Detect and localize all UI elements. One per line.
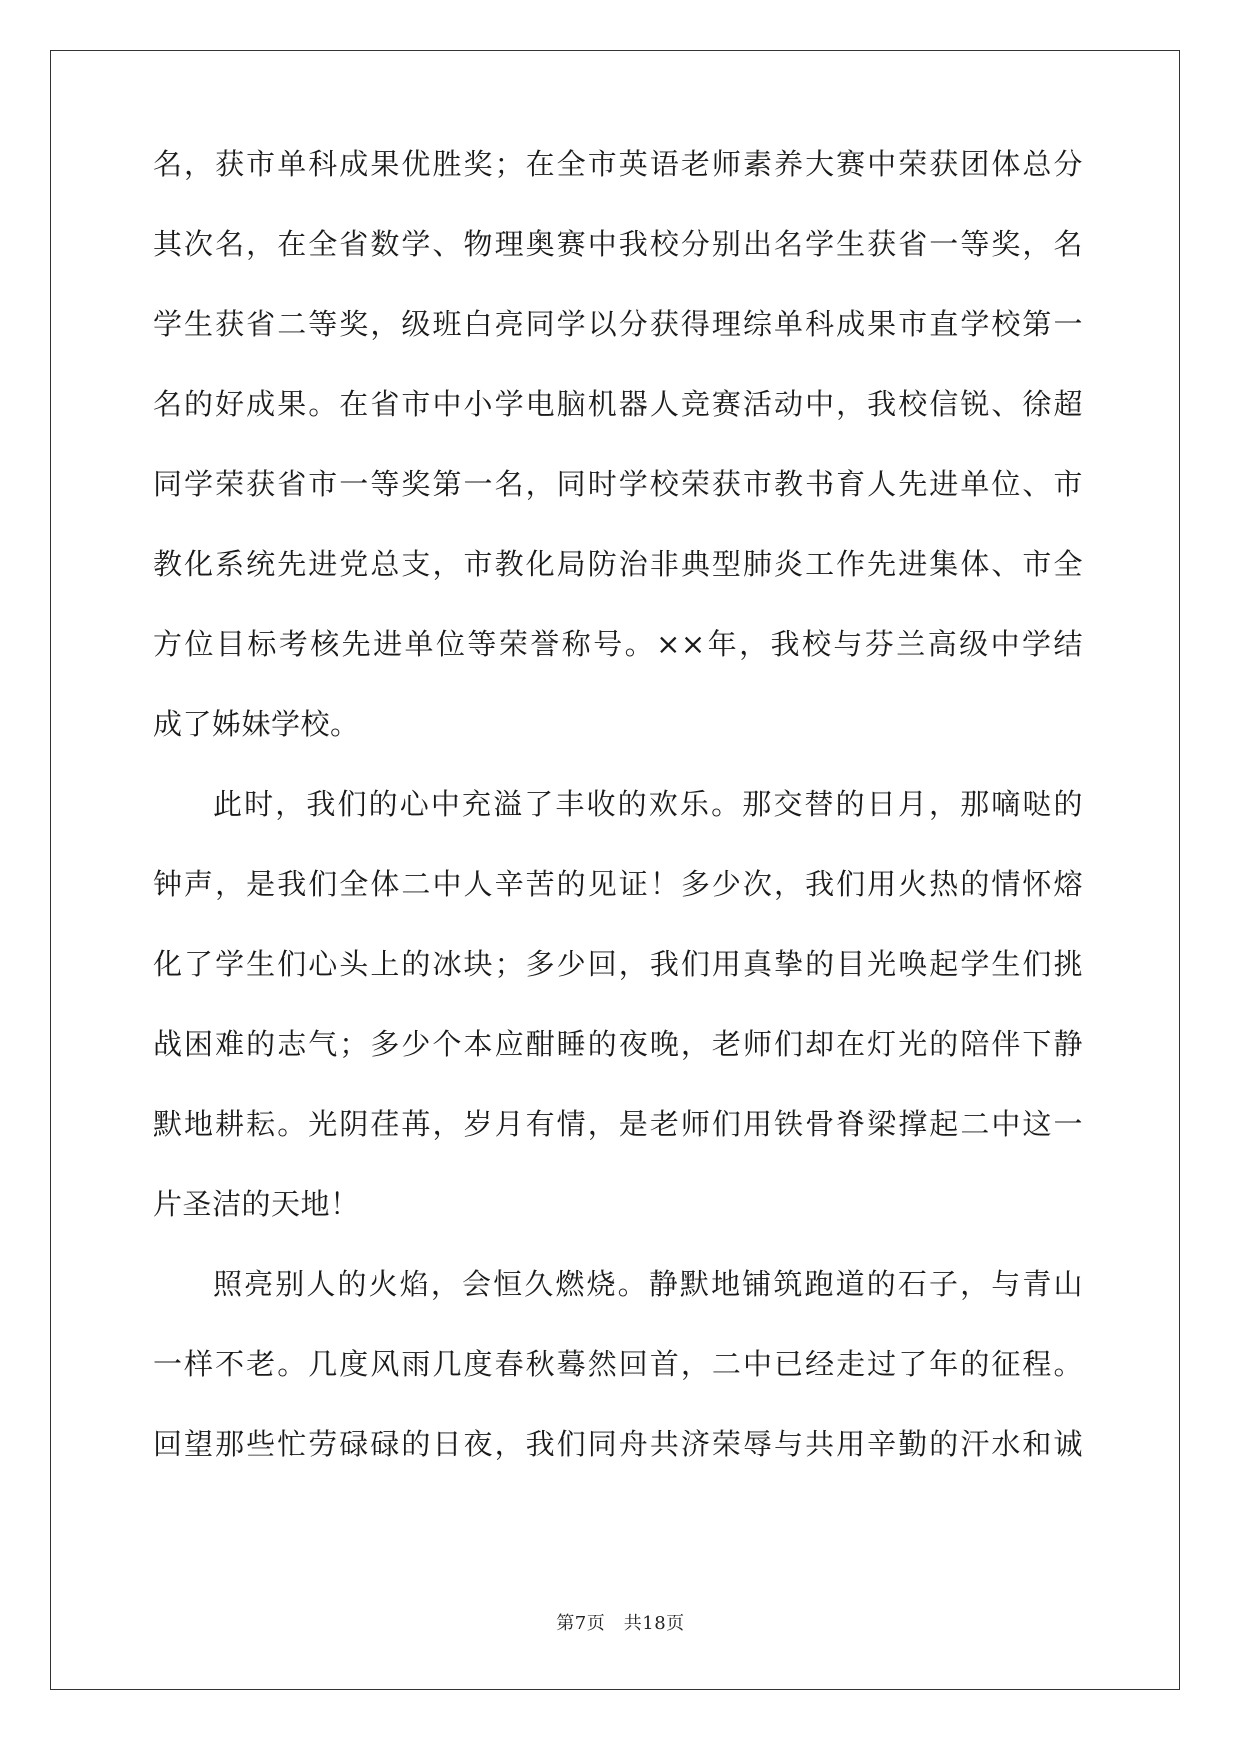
text-line: 同学荣获省市一等奖第一名，同时学校荣获市教书育人先进单位、市	[153, 467, 1083, 501]
text-line: 默地耕耘。光阴荏苒，岁月有情，是老师们用铁骨脊梁撑起二中这一	[153, 1107, 1083, 1141]
text-line: 其次名，在全省数学、物理奥赛中我校分别出名学生获省一等奖，名	[153, 227, 1083, 261]
text-line: 片圣洁的天地！	[153, 1187, 360, 1221]
text-line: 钟声，是我们全体二中人辛苦的见证！多少次，我们用火热的情怀熔	[153, 867, 1083, 901]
paragraph-first-line: 此时，我们的心中充溢了丰收的欢乐。那交替的日月，那嘀哒的	[213, 787, 1083, 821]
text-line: 化了学生们心头上的冰块；多少回，我们用真挚的目光唤起学生们挑	[153, 947, 1083, 981]
text-line: 方位目标考核先进单位等荣誉称号。××年，我校与芬兰高级中学结	[153, 627, 1083, 661]
page-footer: 第7页 共18页	[556, 1613, 685, 1634]
text-line: 战困难的志气；多少个本应酣睡的夜晚，老师们却在灯光的陪伴下静	[153, 1027, 1083, 1061]
text-line: 成了姊妹学校。	[153, 707, 360, 741]
text-line: 回望那些忙劳碌碌的日夜，我们同舟共济荣辱与共用辛勤的汗水和诚	[153, 1427, 1083, 1461]
text-line: 名，获市单科成果优胜奖；在全市英语老师素养大赛中荣获团体总分	[153, 147, 1083, 181]
text-line: 学生获省二等奖，级班白亮同学以分获得理综单科成果市直学校第一	[153, 307, 1083, 341]
paragraph-first-line: 照亮别人的火焰，会恒久燃烧。静默地铺筑跑道的石子，与青山	[213, 1267, 1083, 1301]
text-line: 名的好成果。在省市中小学电脑机器人竞赛活动中，我校信锐、徐超	[153, 387, 1083, 421]
text-line: 一样不老。几度风雨几度春秋蓦然回首，二中已经走过了年的征程。	[153, 1347, 1083, 1381]
text-line: 教化系统先进党总支，市教化局防治非典型肺炎工作先进集体、市全	[153, 547, 1083, 581]
